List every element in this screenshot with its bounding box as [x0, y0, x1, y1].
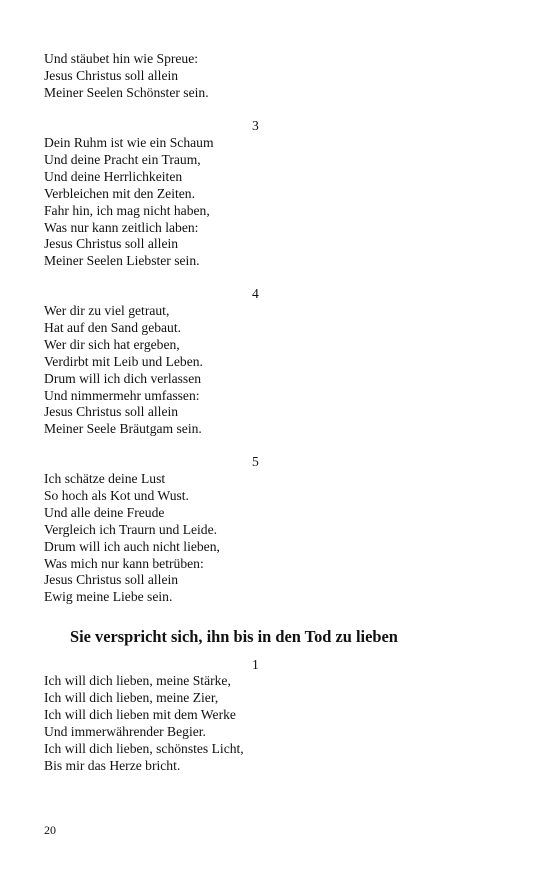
verse-line: Ich will dich lieben, meine Zier,: [44, 689, 219, 705]
stanza-5: [44, 471, 464, 606]
stanza-1: [44, 673, 464, 774]
verse-line: Drum will ich auch nicht lieben,: [44, 538, 220, 554]
stanza-4: [44, 303, 464, 438]
verse-line: Fahr hin, ich mag nicht haben,: [44, 202, 210, 218]
verse-line: Verdirbt mit Leib und Leben.: [44, 353, 203, 369]
stanza-number: 1: [252, 657, 259, 672]
verse-line: Ich schätze deine Lust: [44, 471, 166, 486]
verse-line: Und immerwährender Begier.: [44, 723, 206, 739]
verse-line: Und deine Pracht ein Traum,: [44, 151, 201, 167]
page-number: 20: [44, 823, 56, 837]
verse-line: Wer dir sich hat ergeben,: [44, 336, 180, 352]
verse-line: Bis mir das Herze bricht.: [44, 757, 181, 773]
stanza-number: 5: [252, 454, 259, 469]
verse-line: Jesus Christus soll allein: [44, 404, 179, 420]
verse-line: Und deine Herrlichkeiten: [44, 168, 183, 184]
stanza-continued: [44, 51, 464, 102]
verse-line: Ich will dich lieben, schönstes Licht,: [44, 740, 244, 756]
verse-line: Und nimmermehr umfassen:: [44, 387, 200, 403]
verse-line: Was nur kann zeitlich laben:: [44, 219, 199, 235]
verse-line: Ich will dich lieben, meine Stärke,: [44, 673, 231, 688]
verse-line: So hoch als Kot und Wust.: [44, 487, 189, 503]
verse-line: Hat auf den Sand gebaut.: [44, 319, 182, 335]
verse-line: Und stäubet hin wie Spreue:: [44, 51, 199, 66]
verse-line: Vergleich ich Traurn und Leide.: [44, 521, 218, 537]
verse-line: Wer dir zu viel getraut,: [44, 303, 170, 318]
verse-line: Jesus Christus soll allein: [44, 67, 179, 83]
stanza-3: [44, 135, 464, 270]
verse-line: Ewig meine Liebe sein.: [44, 589, 173, 605]
poem-title: Sie verspricht sich, ihn bis in den Tod zu lieben: [70, 627, 398, 646]
verse-line: Drum will ich dich verlassen: [44, 370, 202, 386]
verse-line: Jesus Christus soll allein: [44, 236, 179, 252]
verse-line: Und alle deine Freude: [44, 504, 165, 520]
stanza-number: 3: [252, 118, 259, 133]
verse-line: Jesus Christus soll allein: [44, 572, 179, 588]
verse-line: Meiner Seelen Liebster sein.: [44, 253, 200, 269]
verse-line: Dein Ruhm ist wie ein Schaum: [44, 135, 214, 150]
verse-line: Meiner Seele Bräutgam sein.: [44, 421, 202, 437]
verse-line: Verbleichen mit den Zeiten.: [44, 185, 195, 201]
verse-line: Meiner Seelen Schönster sein.: [44, 84, 209, 100]
stanza-number: 4: [252, 286, 259, 301]
verse-line: Ich will dich lieben mit dem Werke: [44, 706, 236, 722]
verse-line: Was mich nur kann betrüben:: [44, 555, 204, 571]
